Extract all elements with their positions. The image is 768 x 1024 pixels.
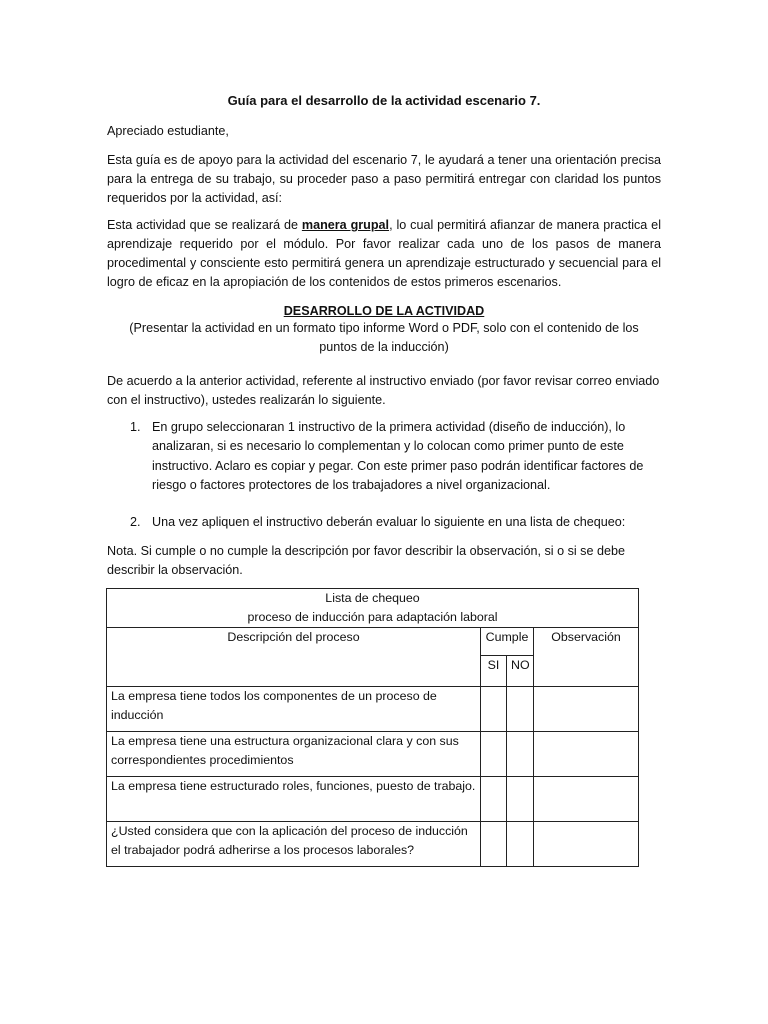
activity-text-after: , lo cual permitirá afianzar de manera practica el aprendizaje requerido por el módulo. Por favor realizar cada uno de los pasos de manera procedimental y consciente esto permitirá genera un aprendizaje estructurado y secuencial para el logro de eficaz en la apropiación de los contenidos de estos primeros escenarios. xyxy=(107,218,661,289)
document-title: Guía para el desarrollo de la actividad escenario 7. xyxy=(227,93,541,108)
step-1 xyxy=(130,418,660,498)
cell-no[interactable] xyxy=(507,822,534,867)
intro-paragraph: Esta guía es de apoyo para la actividad del escenario 7, le ayudará a tener una orientación precisa para la entrega de su trabajo, su proceder paso a paso permitirá entregar con claridad los puntos requeridos por la actividad, así: xyxy=(107,153,661,205)
cell-si[interactable] xyxy=(481,687,507,732)
row-description: La empresa tiene una estructura organizacional clara y con sus correspondientes procedimientos xyxy=(107,732,481,777)
row-description: ¿Usted considera que con la aplicación del proceso de inducción el trabajador podrá adherirse a los procesos laborales? xyxy=(107,822,481,867)
table-row xyxy=(107,732,639,777)
cell-no[interactable] xyxy=(507,777,534,822)
table-row xyxy=(107,687,639,732)
cell-no[interactable] xyxy=(507,732,534,777)
row-description: La empresa tiene estructurado roles, funciones, puesto de trabajo. xyxy=(107,777,481,822)
note-paragraph: Nota. Si cumple o no cumple la descripción por favor describir la observación, si o si se debe describir la observación. xyxy=(107,544,625,577)
step-text: En grupo seleccionaran 1 instructivo de la primera actividad (diseño de inducción), lo analizaran, si es necesario lo complementan y lo colocan como primer punto de este instructivo. Aclaro es copiar y pegar. Con este primer paso podrán identificar factores de riesgo o factores protectores de los trabajadores a nivel organizacional. xyxy=(152,420,644,493)
cell-observacion[interactable] xyxy=(534,777,639,822)
step-number: 2. xyxy=(130,515,141,529)
activity-paragraph xyxy=(107,216,661,292)
table-row xyxy=(107,777,639,822)
cell-observacion[interactable] xyxy=(534,687,639,732)
checklist-table xyxy=(106,588,639,867)
header-no: NO xyxy=(507,656,534,687)
cell-observacion[interactable] xyxy=(534,732,639,777)
instructions-intro: De acuerdo a la anterior actividad, referente al instructivo enviado (por favor revisar correo enviado con el instructivo), ustedes realizarán lo siguiente. xyxy=(107,374,660,407)
cell-si[interactable] xyxy=(481,732,507,777)
step-number: 1. xyxy=(130,420,141,434)
checklist-title: Lista de chequeo proceso de inducción para adaptación laboral xyxy=(107,589,639,628)
activity-emphasis: manera grupal xyxy=(301,218,390,232)
row-description: La empresa tiene todos los componentes de un proceso de inducción xyxy=(107,687,481,732)
header-observacion: Observación xyxy=(534,628,639,687)
header-si: SI xyxy=(481,656,507,687)
section-heading: DESARROLLO DE LA ACTIVIDAD xyxy=(283,304,485,318)
cell-si[interactable] xyxy=(481,777,507,822)
activity-text-before: Esta actividad que se realizará de xyxy=(107,218,302,232)
step-2 xyxy=(130,513,660,533)
greeting: Apreciado estudiante, xyxy=(107,124,229,138)
header-cumple: Cumple xyxy=(481,628,534,656)
cell-no[interactable] xyxy=(507,687,534,732)
table-row xyxy=(107,822,639,867)
step-text: Una vez apliquen el instructivo deberán evaluar lo siguiente en una lista de chequeo: xyxy=(152,515,626,529)
checklist-title-row xyxy=(107,589,639,628)
cell-observacion[interactable] xyxy=(534,822,639,867)
checklist-header-row xyxy=(107,628,639,656)
section-note: (Presentar la actividad en un formato tipo informe Word o PDF, solo con el contenido de los puntos de la inducción) xyxy=(129,321,639,354)
cell-si[interactable] xyxy=(481,822,507,867)
header-description: Descripción del proceso xyxy=(107,628,481,687)
